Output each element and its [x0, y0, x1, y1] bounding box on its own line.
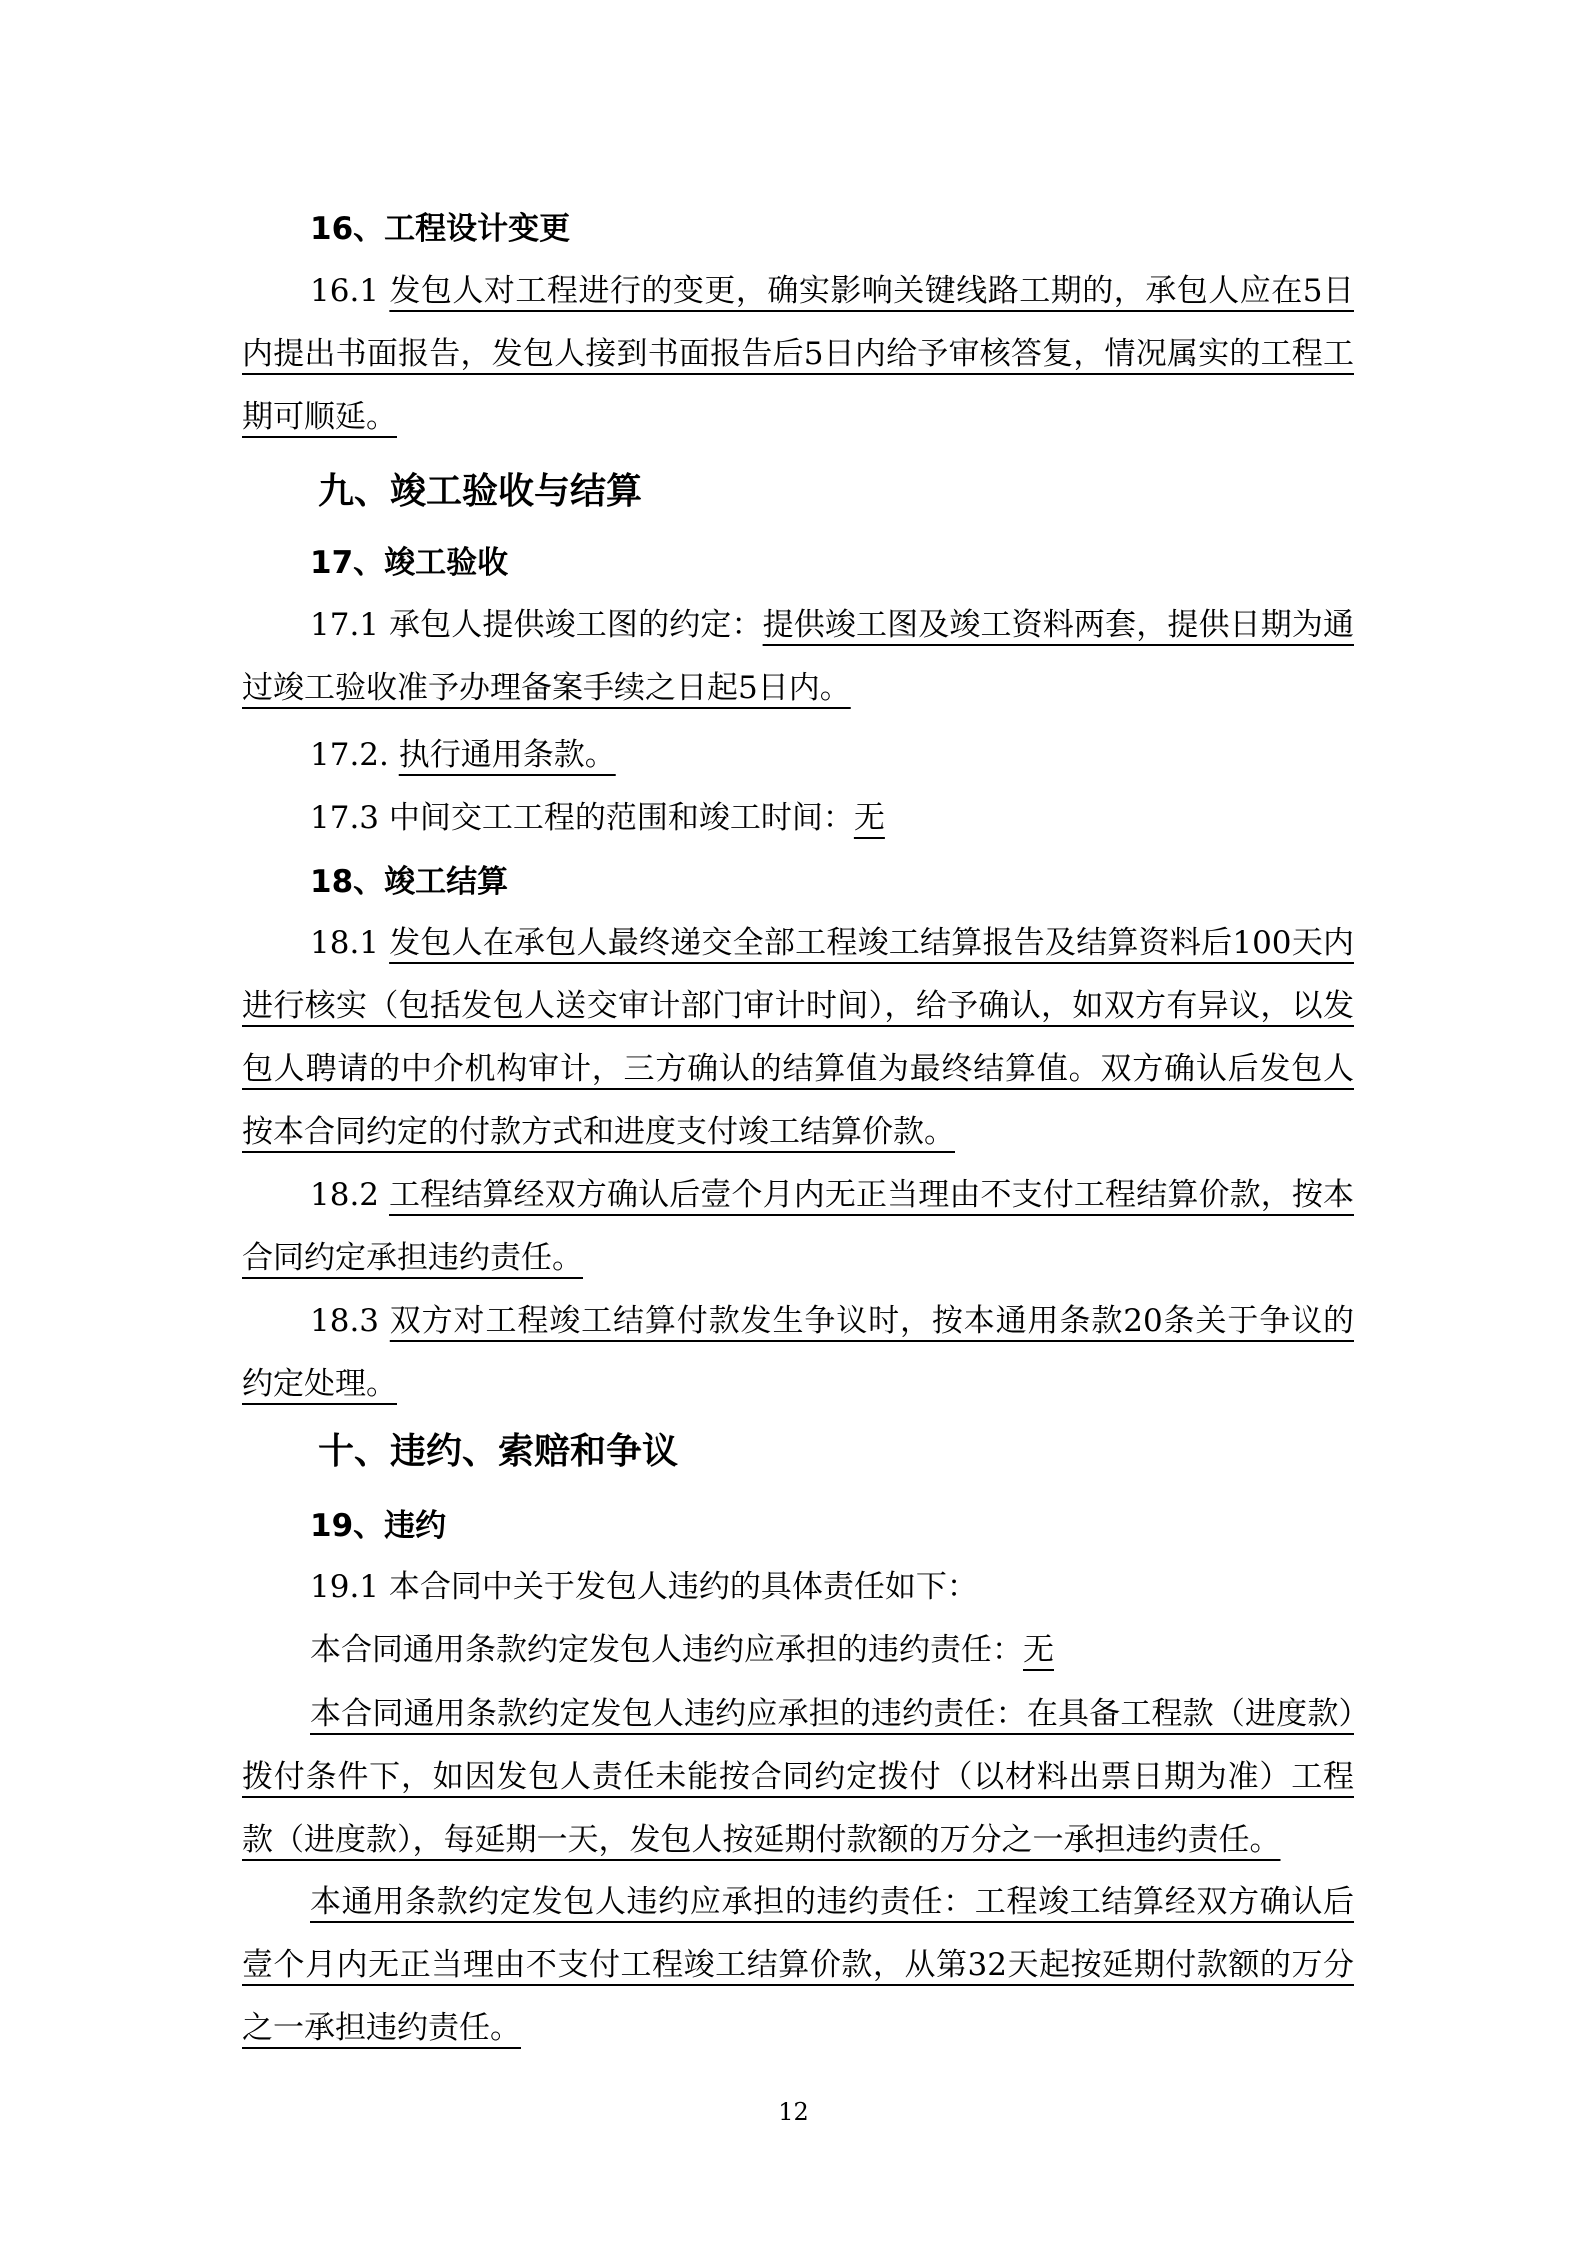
section-16-heading: 16、工程设计变更	[310, 211, 571, 247]
clause-18-3	[242, 1290, 1354, 1416]
section-18-heading: 18、竣工结算	[310, 864, 509, 900]
clause-18-1	[242, 912, 1354, 1164]
section-19-heading: 19、违约	[310, 1508, 447, 1544]
clause-19-general-lead: 本合同通用条款约定发包人违约应承担的违约责任：	[310, 1632, 1023, 1668]
clause-17-3-lead: 17.3 中间交工工程的范围和竣工时间：	[310, 800, 854, 836]
clause-18-2-number: 18.2	[310, 1177, 390, 1213]
clause-19-final-settlement-text: 本通用条款约定发包人违约应承担的违约责任：工程竣工结算经双方确认后壹个月内无正当理由不支付工程竣工结算价款，从第32天起按延期付款额的万分之一承担违约责任。	[242, 1884, 1354, 2046]
clause-16-1-text: 发包人对工程进行的变更，确实影响关键线路工期的，承包人应在5日内提出书面报告，发包人接到书面报告后5日内给予审核答复，情况属实的工程工期可顺延。	[242, 273, 1354, 435]
page-number: 12	[778, 2098, 809, 2126]
clause-19-general-value: 无	[1023, 1632, 1054, 1668]
clause-19-general-liability	[310, 1624, 1054, 1669]
clause-17-1-lead: 17.1 承包人提供竣工图的约定：	[310, 607, 763, 643]
clause-18-3-text: 双方对工程竣工结算付款发生争议时，按本通用条款20条关于争议的约定处理。	[242, 1303, 1354, 1402]
chapter-10-title: 十、违约、索赔和争议	[318, 1431, 679, 1472]
clause-17-3-text: 无	[853, 800, 885, 836]
clause-18-2-text: 工程结算经双方确认后壹个月内无正当理由不支付工程结算价款，按本合同约定承担违约责任。	[242, 1177, 1354, 1276]
clause-18-2	[242, 1164, 1354, 1290]
clause-17-1	[242, 594, 1354, 720]
section-17-heading: 17、竣工验收	[310, 545, 509, 581]
clause-18-1-text: 发包人在承包人最终递交全部工程竣工结算报告及结算资料后100天内进行核实（包括发包人送交审计部门审计时间），给予确认，如双方有异议，以发包人聘请的中介机构审计，三方确认的结算值为最终结算值。双方确认后发包人按本合同约定的付款方式和进度支付竣工结算价款。	[242, 925, 1354, 1150]
clause-19-1: 19.1 本合同中关于发包人违约的具体责任如下：	[310, 1569, 978, 1605]
clause-19-progress-payment	[242, 1683, 1354, 1872]
clause-16-1-number: 16.1	[310, 273, 390, 309]
clause-16-1	[242, 260, 1354, 449]
clause-19-progress-payment-text: 本合同通用条款约定发包人违约应承担的违约责任：在具备工程款（进度款）拨付条件下，如因发包人责任未能按合同约定拨付（以材料出票日期为准）工程款（进度款），每延期一天，发包人按延期付款额的万分之一承担违约责任。	[242, 1696, 1354, 1858]
clause-17-2-text: 执行通用条款。	[398, 737, 616, 773]
clause-17-2	[310, 729, 616, 774]
clause-17-2-number: 17.2.	[310, 737, 399, 773]
clause-17-3	[310, 792, 885, 837]
clause-19-final-settlement	[242, 1871, 1354, 2060]
chapter-9-title: 九、竣工验收与结算	[318, 471, 643, 512]
clause-18-3-number: 18.3	[310, 1303, 390, 1339]
clause-17-1-text: 提供竣工图及竣工资料两套，提供日期为通过竣工验收准予办理备案手续之日起5日内。	[242, 607, 1354, 706]
clause-18-1-number: 18.1	[310, 925, 390, 961]
